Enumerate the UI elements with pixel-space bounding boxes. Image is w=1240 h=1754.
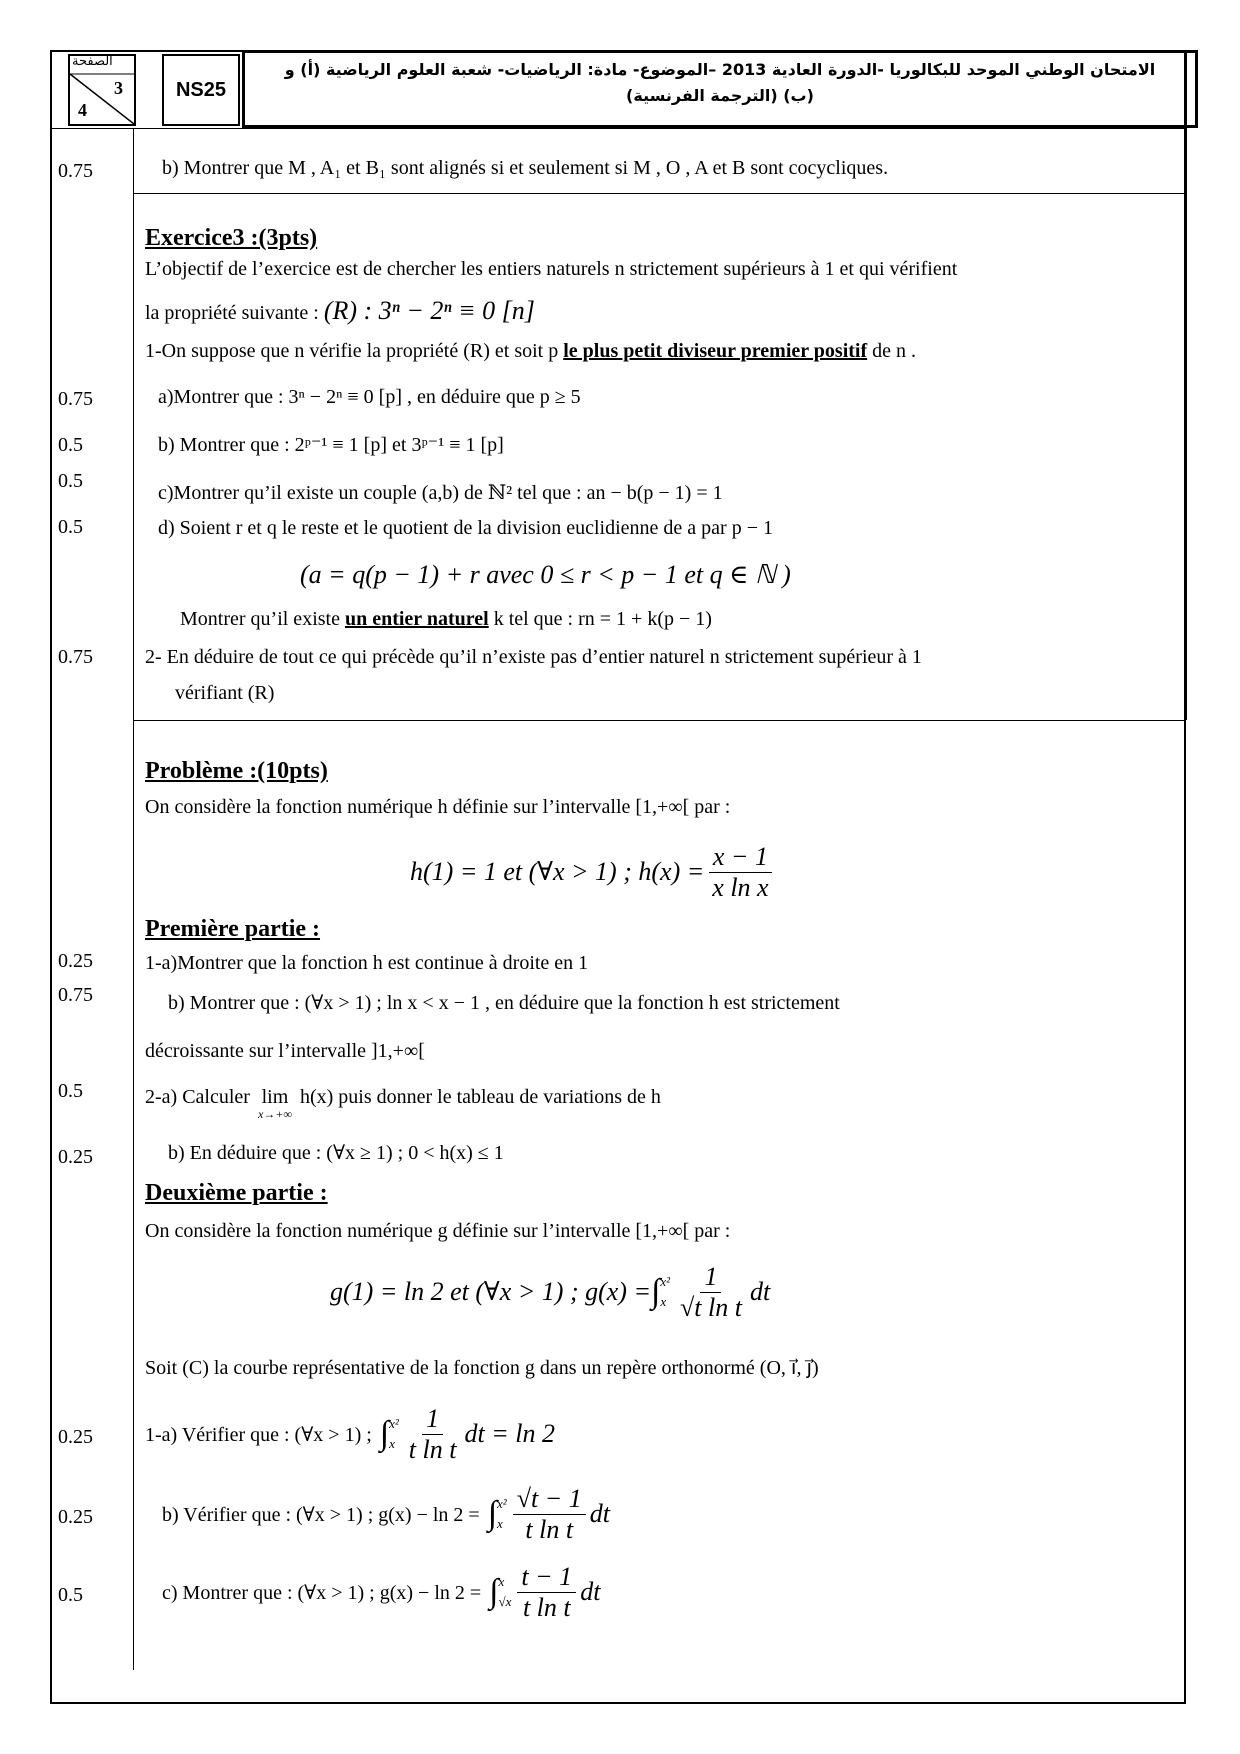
property-r-formula: (R) : 3ⁿ − 2ⁿ ≡ 0 [n]: [323, 296, 535, 325]
h-numerator: x − 1: [709, 842, 772, 873]
points: 0.5: [58, 1080, 83, 1102]
points: 0.5: [58, 434, 83, 456]
part2-q1c: [162, 1562, 600, 1623]
part1-title: Première partie :: [145, 916, 321, 942]
euclid-division-formula: (a = q(p − 1) + r avec 0 ≤ r < p − 1 et q ∈ ℕ ): [300, 560, 791, 589]
q2a-pre: 2-a) Calculer: [145, 1086, 250, 1108]
integral-bounds: [497, 1494, 507, 1536]
p1c-post: dt: [580, 1577, 601, 1607]
g-definition: [330, 1262, 770, 1323]
p1b-numerator: √t − 1: [513, 1484, 586, 1515]
ex3-title: Exercice3 :(3pts): [145, 225, 318, 251]
ex3-q1d-show-post: k tel que : rn = 1 + k(p − 1): [488, 608, 712, 630]
header-rule: [50, 128, 1186, 129]
p1c-denominator: t ln t: [522, 1592, 571, 1622]
problem-intro: On considère la fonction numérique h définie sur l’intervalle [1,+∞[ par :: [145, 796, 731, 818]
points: 0.75: [58, 160, 93, 182]
ex3-q1d-show-pre: Montrer qu’il existe: [180, 608, 345, 630]
g-def-left: g(1) = ln 2 et (∀x > 1) ; g(x) =: [330, 1277, 652, 1307]
part2-intro: On considère la fonction numérique g définie sur l’intervalle [1,+∞[ par :: [145, 1220, 731, 1242]
ex3-q1-pre: 1-On suppose que n vérifie la propriété (R) et soit p: [145, 340, 564, 362]
ex3-q1-bold: le plus petit diviseur premier positif: [563, 340, 868, 362]
ex3-q2-line1: 2- En déduire de tout ce qui précède qu’il n’existe pas d’entier naturel n strictement supérieur à 1: [145, 646, 922, 668]
part2-q1b: [162, 1484, 610, 1545]
part1-q2a: [145, 1086, 661, 1121]
points: 0.5: [58, 1584, 83, 1606]
ex3-intro-line1: L’objectif de l’exercice est de chercher les entiers naturels n strictement supérieurs à 1 et qui vérifient: [145, 258, 958, 280]
part1-q2b: b) En déduire que : (∀x ≥ 1) ; 0 < h(x) ≤ 1: [168, 1142, 504, 1164]
integral-bounds: [499, 1572, 512, 1614]
p1c-fraction: [517, 1562, 576, 1623]
ex3-q1b: b) Montrer que : 2ᵖ⁻¹ ≡ 1 [p] et 3ᵖ⁻¹ ≡ 1 [p]: [158, 434, 504, 456]
integral-lower: x: [660, 1294, 667, 1310]
points: 0.25: [58, 1506, 93, 1528]
exam-title: [242, 50, 1198, 128]
ex3-q1-post: de n .: [867, 340, 917, 362]
page-total: 4: [78, 100, 87, 120]
p1a-numerator: 1: [422, 1404, 443, 1435]
points: 0.25: [58, 1426, 93, 1448]
integral-upper: x²: [497, 1495, 507, 1511]
g-fraction: [676, 1262, 746, 1323]
exam-title-line2: (ب) (الترجمة الفرنسية): [626, 86, 814, 105]
ex3-q1d: d) Soient r et q le reste et le quotient de la division euclidienne de a par p − 1: [158, 517, 773, 539]
integral-lower: x: [497, 1516, 503, 1532]
points: 0.75: [58, 646, 93, 668]
g-denominator: √t ln t: [680, 1292, 742, 1322]
p1b-fraction: [513, 1484, 586, 1545]
h-def-left: h(1) = 1 et (∀x > 1) ; h(x) =: [410, 857, 705, 887]
g-numerator: 1: [700, 1262, 721, 1293]
points: 0.75: [58, 984, 93, 1006]
integral-sign: ∫: [379, 1415, 390, 1453]
p1a-post: dt = ln 2: [464, 1419, 555, 1449]
g-dt: dt: [749, 1277, 771, 1307]
limit-operator: [258, 1086, 292, 1121]
p1b-denominator: t ln t: [525, 1514, 574, 1544]
part1-q1b-cont: décroissante sur l’intervalle ]1,+∞[: [145, 1040, 425, 1062]
ex3-bottom-rule: [133, 720, 1186, 721]
integral-sign: ∫: [489, 1573, 499, 1611]
integral-lower: √x: [498, 1594, 512, 1610]
exam-code: NS25: [162, 54, 240, 126]
p1a-fraction: [405, 1404, 461, 1465]
part1-q1b: b) Montrer que : (∀x > 1) ; ln x < x − 1 , en déduire que la fonction h est strictement: [168, 992, 840, 1014]
integral-sign: ∫: [651, 1273, 661, 1311]
integral-bounds: [389, 1414, 399, 1456]
integral-bounds: [660, 1272, 670, 1314]
problem-title: Problème :(10pts): [145, 758, 328, 784]
p1b-pre: b) Vérifier que : (∀x > 1) ; g(x) − ln 2 =: [162, 1503, 480, 1526]
integral-upper: x²: [389, 1415, 399, 1431]
ex3-intro-text: la propriété suivante :: [145, 302, 319, 324]
page-current: 3: [114, 78, 123, 98]
q2a-post: h(x) puis donner le tableau de variations de h: [299, 1086, 661, 1108]
ex3-q1: [145, 340, 916, 363]
limit-symbol: lim: [261, 1086, 289, 1108]
points: 0.5: [58, 470, 83, 492]
ex3-q2-line2: vérifiant (R): [175, 682, 275, 704]
ex3-q1d-show: [180, 608, 712, 631]
p1a-denominator: t ln t: [408, 1434, 457, 1464]
points: 0.25: [58, 1146, 93, 1168]
integral-sign: ∫: [487, 1495, 498, 1533]
curve-definition: Soit (C) la courbe représentative de la fonction g dans un repère orthonormé (O, i⃗, j⃗): [145, 1357, 819, 1379]
integral-upper: x: [498, 1573, 505, 1589]
ex3-q1d-show-bold: un entier naturel: [344, 608, 489, 630]
ex3-intro-line2: [145, 296, 535, 326]
points: 0.5: [58, 516, 83, 538]
limit-subscript: x→+∞: [257, 1107, 292, 1121]
p1c-pre: c) Montrer que : (∀x > 1) ; g(x) − ln 2 =: [162, 1581, 482, 1604]
part2-q1a: [145, 1404, 555, 1465]
part1-q1a: 1-a)Montrer que la fonction h est continue à droite en 1: [145, 952, 589, 974]
h-denominator: x ln x: [712, 872, 769, 902]
p1a-pre: 1-a) Vérifier que : (∀x > 1) ;: [145, 1423, 372, 1446]
integral-upper: x²: [660, 1273, 671, 1289]
ex3-q1a: a)Montrer que : 3ⁿ − 2ⁿ ≡ 0 [p] , en déduire que p ≥ 5: [158, 386, 581, 408]
page-number-box: [68, 54, 136, 126]
p1b-post: dt: [589, 1499, 610, 1529]
integral-lower: x: [389, 1436, 395, 1452]
h-fraction: [708, 842, 772, 903]
ex2-question-b: b) Montrer que M , A₁ et B₁ sont alignés si et seulement si M , O , A et B sont cocycliques.: [162, 157, 889, 179]
h-definition: [410, 842, 777, 903]
page-label: الصفحة: [72, 54, 113, 69]
margin-rule: [133, 128, 134, 1670]
exam-title-line1: الامتحان الوطني الموحد للبكالوريا -الدورة العادية 2013 –الموضوع- مادة: الرياضيات- شعبة العلوم الرياضية (أ) و: [284, 60, 1156, 79]
p1c-numerator: t − 1: [517, 1562, 576, 1593]
ex3-q1c: c)Montrer qu’il existe un couple (a,b) de ℕ² tel que : an − b(p − 1) = 1: [158, 482, 723, 504]
right-rule: [1186, 50, 1187, 720]
points: 0.25: [58, 950, 93, 972]
part2-title: Deuxième partie :: [145, 1180, 328, 1206]
ex2-bottom-rule: [133, 193, 1186, 194]
points: 0.75: [58, 388, 93, 410]
